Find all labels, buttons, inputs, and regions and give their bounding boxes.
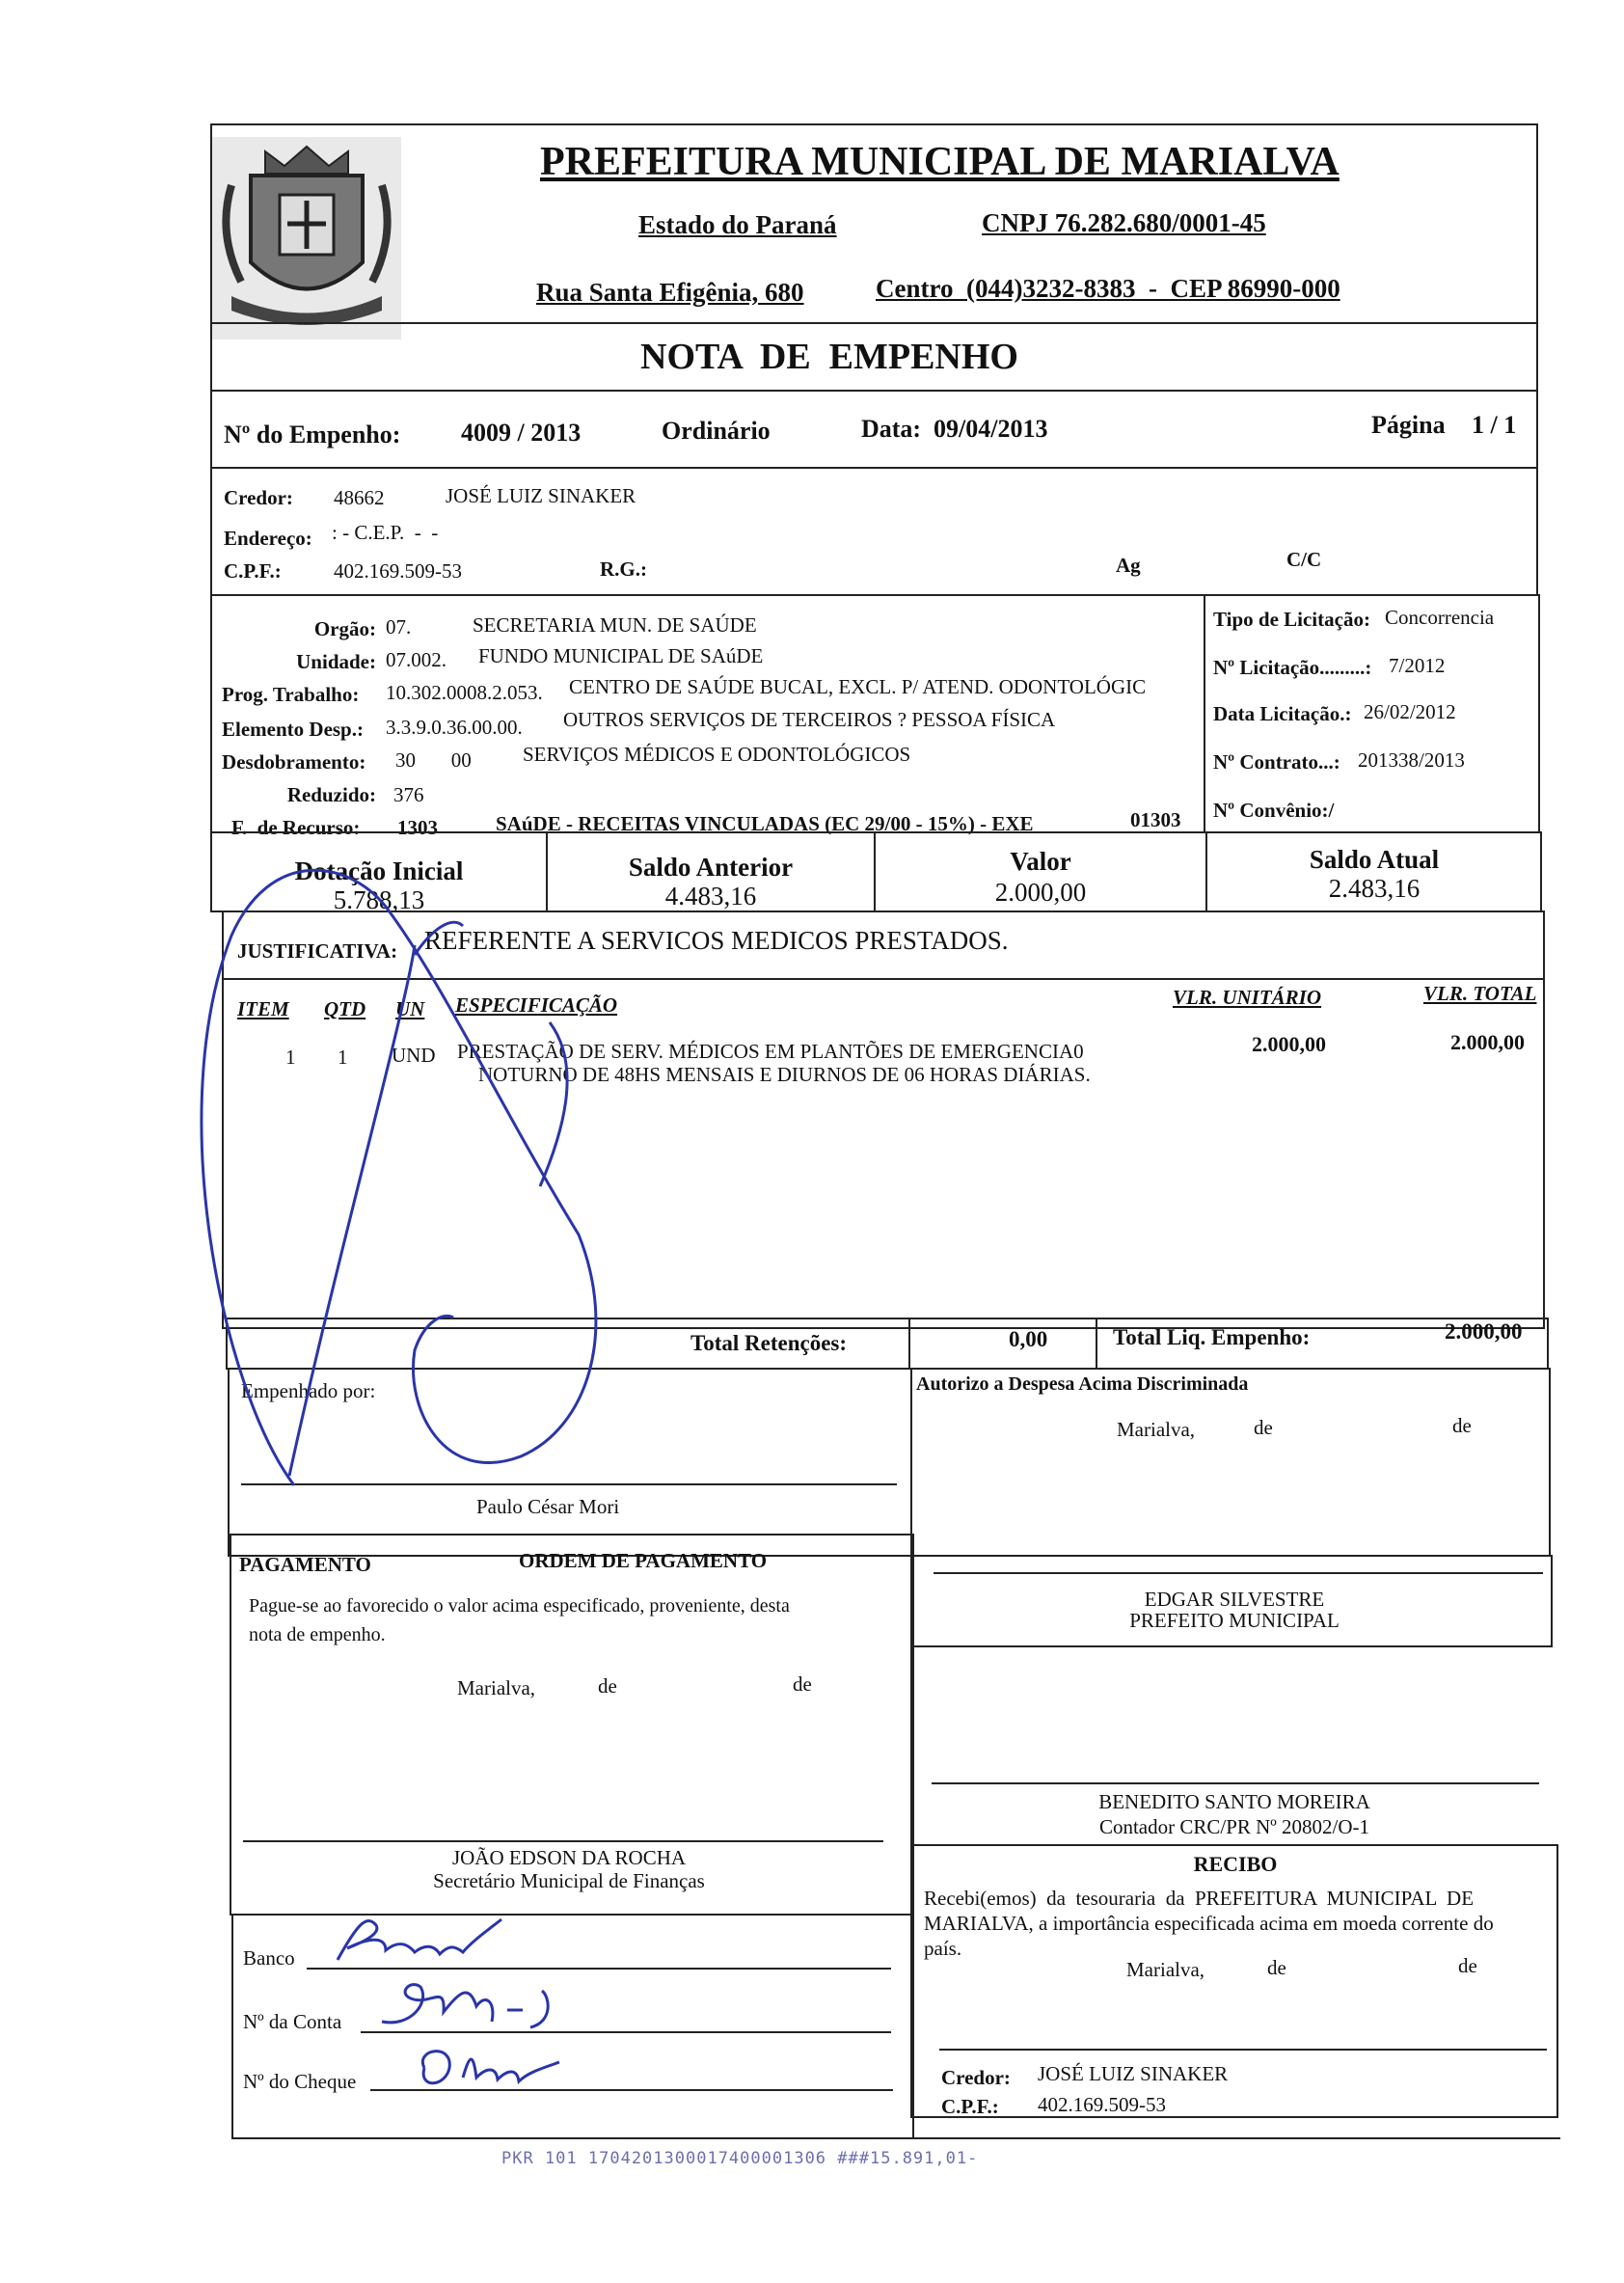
empenho-number: 4009 / 2013 <box>461 419 582 447</box>
prefeito-role: PREFEITO MUNICIPAL <box>1129 1609 1340 1632</box>
item-total-value: 2.000,00 <box>1450 1030 1525 1054</box>
orgao-name: SECRETARIA MUN. DE SAÚDE <box>473 613 757 637</box>
justificativa-text: REFERENTE A SERVICOS MEDICOS PRESTADOS. <box>424 926 1009 955</box>
pagamento-text-line2: nota de empenho. <box>249 1624 386 1645</box>
pagamento-text-line1: Pague-se ao favorecido o valor acima especificado, proveniente, desta <box>249 1595 790 1617</box>
convenio-label: Nº Convênio:/ <box>1213 799 1335 822</box>
unidade-name: FUNDO MUNICIPAL DE SAúDE <box>478 644 764 667</box>
valor-label: Valor <box>1010 847 1071 876</box>
reduzido-label: Reduzido: <box>286 783 376 806</box>
elem-code: 3.3.9.0.36.00.00. <box>386 716 523 739</box>
empenho-date: 09/04/2013 <box>934 415 1048 443</box>
contador-role: Contador CRC/PR Nº 20802/O-1 <box>1098 1815 1370 1838</box>
recibo-cpf-value: 402.169.509-53 <box>1038 2093 1166 2116</box>
recibo-text-line3: país. <box>924 1937 962 1960</box>
cpf-label: C.P.F.: <box>224 559 282 583</box>
cheque-handwriting <box>405 2039 579 2097</box>
item-qtd: 1 <box>338 1046 348 1069</box>
prog-code: 10.302.0008.2.053. <box>386 681 543 704</box>
credor-name: JOSÉ LUIZ SINAKER <box>446 484 636 507</box>
empenho-type: Ordinário <box>662 417 771 445</box>
autorizo-city: Marialva, <box>1117 1418 1196 1441</box>
credor-label: Credor: <box>224 486 293 509</box>
valor-value: 2.000,00 <box>994 878 1087 907</box>
autorizo-de1: de <box>1254 1416 1273 1439</box>
cpf-value: 402.169.509-53 <box>334 559 462 583</box>
pagamento-de1: de <box>598 1674 617 1698</box>
item-description-line1: PRESTAÇÃO DE SERV. MÉDICOS EM PLANTÕES DE EMERGENCIA0 <box>457 1040 1084 1063</box>
dotacao-inicial-label: Dotação Inicial <box>294 856 464 885</box>
autorizo-de2: de <box>1452 1414 1472 1437</box>
prog-name: CENTRO DE SAÚDE BUCAL, EXCL. P/ ATEND. ODONTOLÓGIC <box>569 675 1147 698</box>
saldo-anterior-label: Saldo Anterior <box>628 853 794 882</box>
item-unit-value: 2.000,00 <box>1252 1032 1326 1056</box>
recibo-city: Marialva, <box>1126 1958 1205 1981</box>
header-vlr-total: VLR. TOTAL <box>1423 982 1537 1005</box>
unidade-label: Unidade: <box>296 650 376 673</box>
document-title: NOTA DE EMPENHO <box>640 337 1018 377</box>
desd-label: Desdobramento: <box>222 750 366 774</box>
header-qtd: QTD <box>324 997 366 1020</box>
header-item: ITEM <box>237 997 289 1020</box>
contador-name: BENEDITO SANTO MOREIRA <box>1098 1790 1370 1813</box>
conta-label: Nº da Conta <box>243 2010 342 2033</box>
recibo-cpf-label: C.P.F.: <box>941 2095 999 2118</box>
recibo-de1: de <box>1267 1956 1286 1979</box>
recibo-text-line2: MARIALVA, a importância especificada acima em moeda corrente do <box>924 1912 1494 1935</box>
liquido-value: 2.000,00 <box>1445 1319 1523 1344</box>
footer-code: PKR 101 1704201300017400001306 ###15.891,01- <box>501 2149 979 2168</box>
secretario-name: JOÃO EDSON DA ROCHA <box>451 1846 687 1869</box>
liquido-label: Total Liq. Empenho: <box>1113 1325 1311 1349</box>
header-title: PREFEITURA MUNICIPAL DE MARIALVA <box>540 140 1340 184</box>
item-number: 1 <box>285 1046 296 1069</box>
licitacao-date-value: 26/02/2012 <box>1364 700 1456 723</box>
address-label: Endereço: <box>224 527 312 550</box>
elem-label: Elemento Desp.: <box>222 718 364 741</box>
empenho-date-label: Data: <box>861 415 922 443</box>
header-vlr-unitario: VLR. UNITÁRIO <box>1173 986 1322 1009</box>
saldo-atual-value: 2.483,16 <box>1328 874 1421 903</box>
recibo-de2: de <box>1458 1954 1477 1977</box>
item-un: UND <box>392 1044 436 1067</box>
cheque-label: Nº do Cheque <box>243 2070 357 2093</box>
fonte-name: SAúDE - RECEITAS VINCULADAS (EC 29/00 - 15%) - EXE <box>496 812 1034 835</box>
desd-code: 30 00 <box>395 748 472 772</box>
fonte-number: 01303 <box>1130 808 1181 831</box>
contrato-value: 201338/2013 <box>1358 748 1465 772</box>
recibo-credor-value: JOSÉ LUIZ SINAKER <box>1038 2062 1229 2085</box>
cc-label: C/C <box>1286 548 1322 571</box>
header-state: Estado do Paraná <box>638 210 837 239</box>
reduzido-value: 376 <box>393 783 424 806</box>
unidade-code: 07.002. <box>386 648 447 671</box>
fonte-code: 1303 <box>397 816 438 839</box>
prefeito-name: EDGAR SILVESTRE <box>1144 1588 1325 1611</box>
rg-label: R.G.: <box>600 557 647 581</box>
contrato-label: Nº Contrato...: <box>1213 750 1340 774</box>
retencoes-label: Total Retenções: <box>690 1331 848 1355</box>
pagamento-de2: de <box>793 1672 812 1696</box>
saldo-atual-label: Saldo Atual <box>1309 845 1440 874</box>
header-especificacao: ESPECIFICAÇÃO <box>455 993 618 1017</box>
recibo-text-line1: Recebi(emos) da tesouraria da PREFEITURA MUNICIPAL DE <box>924 1887 1475 1910</box>
conta-handwriting <box>372 1973 584 2037</box>
secretario-role: Secretário Municipal de Finanças <box>433 1869 705 1892</box>
tipo-licitacao-value: Concorrencia <box>1385 606 1495 629</box>
empenhado-label: Empenhado por: <box>241 1379 376 1402</box>
page-number: 1 / 1 <box>1472 411 1517 439</box>
header-address-rest: Centro (044)3232-8383 - CEP 86990-000 <box>876 274 1340 303</box>
pagamento-label: PAGAMENTO <box>239 1553 371 1576</box>
fonte-label: F. de Recurso: <box>231 816 361 839</box>
saldo-anterior-value: 4.483,16 <box>664 882 757 910</box>
prog-label: Prog. Trabalho: <box>222 683 360 706</box>
elem-name: OUTROS SERVIÇOS DE TERCEIROS ? PESSOA FÍSICA <box>563 708 1056 731</box>
header-cnpj: CNPJ 76.282.680/0001-45 <box>982 208 1266 237</box>
justificativa-label: JUSTIFICATIVA: <box>237 939 398 963</box>
licitacao-date-label: Data Licitação.: <box>1213 702 1352 725</box>
tipo-licitacao-label: Tipo de Licitação: <box>1213 608 1370 631</box>
licitacao-number-label: Nº Licitação.........: <box>1213 656 1372 679</box>
empenhado-name: Paulo César Mori <box>476 1495 620 1518</box>
orgao-code: 07. <box>386 615 412 639</box>
address-value: : - C.E.P. - - <box>332 521 439 544</box>
item-description-line2: NOTURNO DE 48HS MENSAIS E DIURNOS DE 06 HORAS DIÁRIAS. <box>478 1063 1091 1086</box>
header-un: UN <box>395 997 425 1020</box>
ag-label: Ag <box>1116 554 1141 577</box>
orgao-label: Orgão: <box>313 617 376 640</box>
desd-name: SERVIÇOS MÉDICOS E ODONTOLÓGICOS <box>523 743 911 766</box>
retencoes-value: 0,00 <box>1009 1327 1048 1351</box>
header-address: Rua Santa Efigênia, 680 <box>536 278 804 307</box>
banco-label: Banco <box>243 1946 295 1970</box>
recibo-credor-label: Credor: <box>941 2066 1011 2089</box>
banco-handwriting <box>328 1906 540 1970</box>
page-label: Página <box>1371 411 1446 439</box>
pagamento-city: Marialva, <box>457 1676 536 1699</box>
licitacao-number-value: 7/2012 <box>1389 654 1446 677</box>
credor-code: 48662 <box>334 486 385 509</box>
empenho-label: Nº do Empenho: <box>224 421 401 448</box>
ordem-pagamento-label: ORDEM DE PAGAMENTO <box>519 1549 768 1572</box>
recibo-label: RECIBO <box>1193 1852 1278 1876</box>
dotacao-inicial-value: 5.788,13 <box>333 885 425 914</box>
autorizo-label: Autorizo a Despesa Acima Discriminada <box>916 1373 1249 1395</box>
